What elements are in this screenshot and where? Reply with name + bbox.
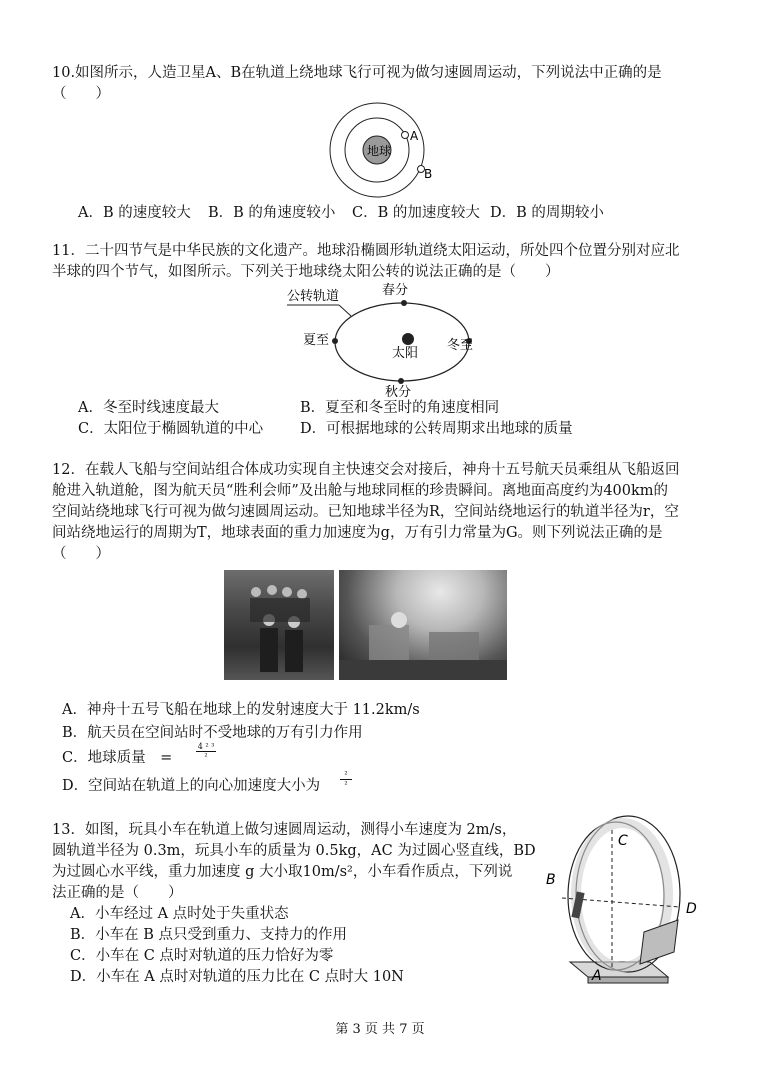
earth-label: 地球	[367, 144, 392, 158]
q10-option-c: C．B 的加速度较大	[352, 205, 480, 221]
q12-option-b: B．航天员在空间站时不受地球的万有引力作用	[62, 725, 363, 741]
q12-stem-3: 空间站绕地球飞行可视为做匀速圆周运动。已知地球半径为R，空间站绕地运行的轨道半径为r，空	[52, 504, 679, 520]
point-c-label: C	[618, 833, 628, 849]
q12-option-c-numerator: 4 ² ³	[197, 742, 215, 751]
q12-paren: （ ）	[52, 546, 110, 562]
q10-paren: （ ）	[52, 86, 110, 102]
q13-stem-2: 圆轨道半径为 0.3m，玩具小车的质量为 0.5kg，AC 为过圆心竖直线，BD	[52, 843, 536, 859]
q10-option-d: D．B 的周期较小	[490, 205, 604, 221]
spacewalk-photo	[339, 570, 507, 680]
q12-stem-2: 舱进入轨道舱，图为航天员“胜利会师”及出舱与地球同框的珍贵瞬间。离地面高度约为400km的	[52, 483, 669, 499]
point-d-label: D	[686, 901, 697, 917]
q12-stem-1: 12．在载人飞船与空间站组合体成功实现自主快速交会对接后，神舟十五号航天员乘组从飞船返回	[52, 462, 680, 478]
page-footer: 第 3 页 共 7 页	[335, 1022, 425, 1037]
q12-option-d-fraction	[340, 770, 352, 789]
q11-option-d: D．可根据地球的公转周期求出地球的质量	[300, 421, 573, 437]
q13-option-b: B．小车在 B 点只受到重力、支持力的作用	[70, 927, 348, 943]
q12-option-c-denominator: ²	[204, 752, 208, 761]
q13-stem-1: 13．如图，玩具小车在轨道上做匀速圆周运动，测得小车速度为 2m/s，	[52, 822, 517, 838]
q11-orbit-figure	[285, 280, 485, 398]
q11-stem-1: 11．二十四节气是中华民族的文化遗产。地球沿椭圆形轨道绕太阳运动，所处四个位置分别对应北	[52, 243, 680, 259]
q10-stem: 10.如图所示，人造卫星A、B在轨道上绕地球飞行可视为做匀速圆周运动，下列说法中正确的是	[52, 65, 662, 81]
summer-label: 夏至	[303, 333, 330, 348]
q13-option-d: D．小车在 A 点时对轨道的压力比在 C 点时大 10N	[70, 969, 404, 985]
q10-orbit-figure	[325, 100, 440, 198]
astronauts-photo	[224, 570, 334, 680]
point-b-label: B	[546, 872, 556, 888]
orbit-label: 公转轨道	[287, 289, 340, 304]
q13-stem-4: 法正确的是（ ）	[52, 885, 183, 901]
sun-label: 太阳	[392, 346, 419, 361]
satellite-a	[402, 132, 409, 139]
satellite-a-label: A	[410, 129, 419, 143]
q10-option-b: B．B 的角速度较小	[208, 205, 336, 221]
autumn-point	[398, 378, 404, 384]
q10-option-a: A．B 的速度较大	[78, 205, 191, 221]
q13-option-a: A．小车经过 A 点时处于失重状态	[70, 906, 289, 922]
q11-option-b: B．夏至和冬至时的角速度相同	[300, 400, 500, 416]
spring-point	[401, 300, 407, 306]
q12-option-d-numerator: ²	[340, 770, 352, 780]
winter-label: 冬至	[447, 338, 474, 353]
q12-option-c: C．地球质量 =	[62, 750, 173, 766]
satellite-b-label: B	[424, 167, 433, 181]
q12-option-c-fraction	[196, 742, 216, 761]
q13-loop-track-figure	[540, 812, 715, 992]
q12-option-d: D．空间站在轨道上的向心加速度大小为	[62, 778, 321, 794]
autumn-label: 秋分	[385, 385, 412, 398]
spring-label: 春分	[382, 283, 409, 298]
q12-option-a: A．神舟十五号飞船在地球上的发射速度大于 11.2km/s	[62, 702, 420, 718]
q11-option-c: C．太阳位于椭圆轨道的中心	[78, 421, 264, 437]
q13-stem-3: 为过圆心水平线，重力加速度 g 大小取10m/s²，小车看作质点，下列说	[52, 864, 513, 880]
q11-option-a: A．冬至时线速度最大	[78, 400, 219, 416]
sun-shape	[402, 333, 414, 345]
summer-point	[332, 338, 338, 344]
q13-option-c: C．小车在 C 点时对轨道的压力恰好为零	[70, 948, 334, 964]
q11-stem-2: 半球的四个节气，如图所示。下列关于地球绕太阳公转的说法正确的是（ ）	[52, 264, 560, 280]
q12-stem-4: 间站绕地运行的周期为T，地球表面的重力加速度为g，万有引力常量为G。则下列说法正确的是	[52, 525, 663, 541]
q12-option-d-denominator: ²	[344, 780, 348, 789]
point-a-label: A	[592, 968, 602, 984]
